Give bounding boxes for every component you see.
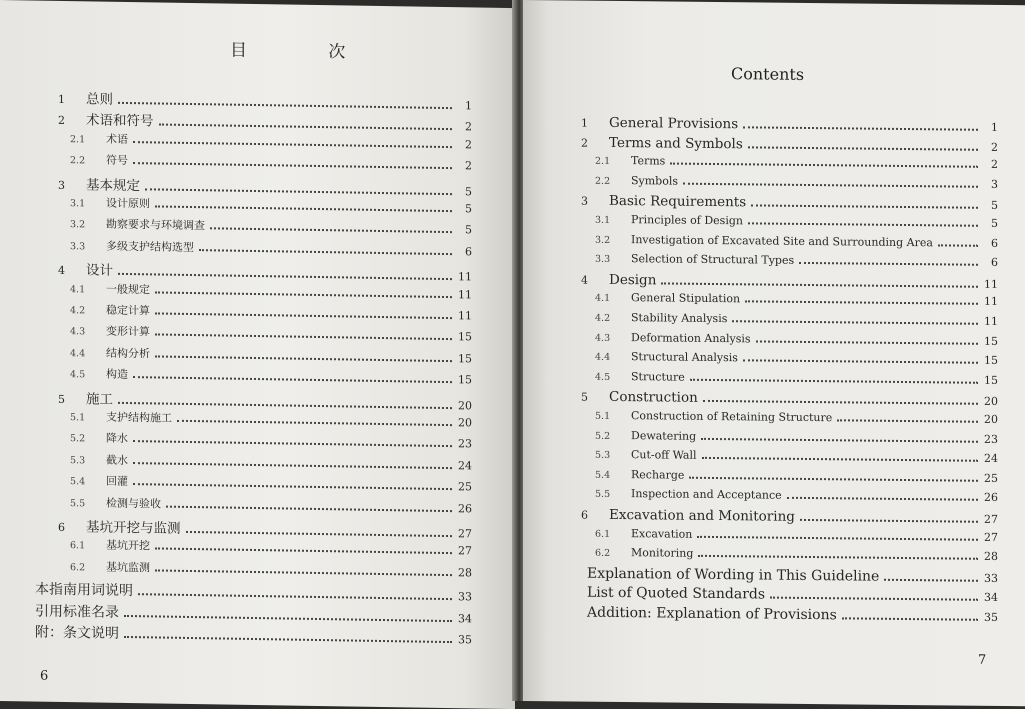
toc-entry-page: 27 <box>984 512 998 526</box>
toc-entry-label: Recharge <box>631 467 685 482</box>
toc-dot-leader <box>745 301 978 305</box>
toc-entry-label: Excavation and Monitoring <box>609 506 795 525</box>
toc-entry-number: 3 <box>58 178 65 192</box>
toc-entry-number: 5 <box>581 390 588 405</box>
toc-entry-label: 结构分析 <box>106 346 150 361</box>
toc-entry-page: 2 <box>991 140 998 154</box>
toc-entry-number: 6.1 <box>70 540 86 552</box>
toc-entry-page: 34 <box>458 611 472 626</box>
toc-title-english: Contents <box>731 64 805 84</box>
toc-dot-leader <box>697 535 978 540</box>
toc-entry-label: 基坑开挖 <box>106 539 150 553</box>
toc-entry-page: 33 <box>984 571 998 585</box>
toc-entry-number: 6.2 <box>70 561 86 574</box>
toc-entry-number: 3.1 <box>595 214 611 226</box>
toc-dot-leader <box>748 222 978 226</box>
toc-dot-leader <box>138 593 452 600</box>
toc-entry <box>595 311 998 329</box>
toc-entry-label: Excavation <box>631 526 693 541</box>
toc-entry-page: 6 <box>465 245 472 259</box>
toc-entry-page: 5 <box>991 199 998 213</box>
toc-entry-label: 稳定计算 <box>106 303 150 318</box>
toc-entry-page: 2 <box>465 120 472 134</box>
toc-entry-number: 1 <box>58 92 65 107</box>
toc-entry-label: Addition: Explanation of Provisions <box>587 604 837 624</box>
toc-entry <box>581 193 998 213</box>
toc-entry-number: 4.5 <box>70 369 86 381</box>
toc-entry-label: 多级支护结构选型 <box>106 239 194 254</box>
toc-entry <box>70 237 472 259</box>
toc-entry-page: 35 <box>984 610 998 624</box>
toc-entry-page: 15 <box>984 354 998 368</box>
toc-entry <box>595 291 998 309</box>
page-number-right: 7 <box>978 652 987 668</box>
toc-entry-label: 基本规定 <box>86 176 140 194</box>
toc-entry-number: 5.4 <box>595 469 611 481</box>
toc-dot-leader <box>743 359 978 363</box>
toc-entry <box>595 468 998 486</box>
toc-entry-label: 勘察要求与环境调查 <box>106 218 205 233</box>
toc-entry-page: 25 <box>458 480 472 494</box>
toc-entry <box>595 546 998 564</box>
toc-entry-label: Construction of Retaining Structure <box>631 409 833 425</box>
toc-entry-page: 24 <box>458 458 472 473</box>
toc-entry-page: 5 <box>465 202 472 216</box>
toc-entry-number: 6 <box>58 520 65 535</box>
toc-entry-label: Deformation Analysis <box>631 330 751 345</box>
toc-entry <box>70 301 472 323</box>
toc-dot-leader <box>842 617 978 620</box>
toc-dot-leader <box>177 420 452 426</box>
toc-entry-page: 11 <box>458 287 472 302</box>
toc-entry-label: Structural Analysis <box>631 350 738 365</box>
toc-entry-page: 27 <box>984 530 998 544</box>
toc-entry-number: 5 <box>58 392 65 406</box>
toc-entry <box>595 174 998 192</box>
toc-dot-leader <box>155 291 452 298</box>
toc-entry-label: General Stipulation <box>631 291 741 306</box>
toc-entry-number: 3.3 <box>70 240 86 253</box>
toc-dot-leader <box>124 636 452 643</box>
toc-entry <box>595 370 998 388</box>
toc-entry-page: 23 <box>984 432 998 446</box>
toc-entry-number: 5.5 <box>70 497 86 509</box>
toc-entry <box>70 151 472 173</box>
toc-entry-number: 4.3 <box>595 332 611 344</box>
toc-entry-label: Stability Analysis <box>631 311 728 326</box>
toc-entry-page: 28 <box>984 550 998 564</box>
toc-entry <box>581 389 998 409</box>
toc-dot-leader <box>133 483 452 490</box>
toc-entry-number: 5.3 <box>70 454 86 467</box>
toc-entry <box>595 213 998 231</box>
toc-dot-leader <box>155 312 452 319</box>
toc-entry-label: Terms <box>631 154 666 168</box>
toc-entry-number: 2.1 <box>70 133 86 146</box>
toc-entry-page: 5 <box>465 184 472 199</box>
toc-entry-number: 5.1 <box>595 410 611 422</box>
toc-entry-label: 基坑开挖与监测 <box>86 519 181 537</box>
toc-dot-leader <box>133 462 452 469</box>
toc-dot-leader <box>670 163 978 168</box>
toc-dot-leader <box>159 124 453 131</box>
right-page <box>523 0 1025 706</box>
toc-entry-page: 35 <box>458 633 472 647</box>
toc-entry-label: 基坑监测 <box>106 560 150 575</box>
toc-entry-page: 1 <box>991 120 998 134</box>
toc-entry-page: 27 <box>458 527 472 541</box>
toc-entry-label: 设计 <box>86 262 113 279</box>
toc-dot-leader <box>133 162 452 169</box>
toc-entry-label: 检测与验收 <box>106 496 161 511</box>
toc-entry-label: 术语和符号 <box>86 112 154 130</box>
toc-entry-number: 2 <box>581 136 588 150</box>
toc-entry-page: 20 <box>458 416 472 430</box>
toc-dot-leader <box>155 205 452 212</box>
toc-entry-label: 总则 <box>86 91 113 108</box>
toc-entry-label: 符号 <box>106 153 128 168</box>
toc-entry-page: 11 <box>984 314 998 328</box>
toc-entry-number: 2.1 <box>595 155 611 168</box>
toc-entry-page: 34 <box>984 591 998 605</box>
toc-entry-label: 一般规定 <box>106 282 150 296</box>
toc-dot-leader <box>133 440 452 447</box>
toc-entry <box>595 526 998 544</box>
toc-entry-page: 15 <box>984 373 998 387</box>
toc-entry-number: 4 <box>581 273 588 287</box>
page-number-left: 6 <box>40 668 49 684</box>
toc-entry-page: 25 <box>984 471 998 485</box>
toc-entry-page: 27 <box>458 544 472 558</box>
toc-entry-label: Inspection and Acceptance <box>631 487 782 503</box>
toc-entry-page: 2 <box>465 138 472 152</box>
toc-entry <box>595 350 998 368</box>
toc-dot-leader <box>743 126 978 130</box>
toc-entry-number: 1 <box>581 116 588 130</box>
toc-entry-number: 4.1 <box>70 283 86 295</box>
toc-entry-page: 2 <box>465 159 472 173</box>
toc-dot-leader <box>155 334 452 341</box>
toc-entry-label: 本指南用词说明 <box>35 581 133 600</box>
toc-entry <box>70 344 472 366</box>
toc-entry <box>70 451 472 473</box>
toc-entry-label: Basic Requirements <box>609 193 747 211</box>
toc-dot-leader <box>837 419 978 422</box>
toc-entry-page: 20 <box>984 395 998 409</box>
toc-entry-number: 3.3 <box>595 253 611 266</box>
toc-dot-leader <box>155 355 452 362</box>
toc-entry-number: 5.5 <box>595 489 611 501</box>
toc-dot-leader <box>210 228 452 234</box>
toc-entry <box>595 252 998 270</box>
toc-entry-page: 23 <box>458 437 472 451</box>
toc-dot-leader <box>145 188 452 195</box>
toc-entry <box>595 409 998 427</box>
toc-entry <box>70 365 472 387</box>
toc-entry-page: 5 <box>991 216 998 230</box>
toc-dot-leader <box>698 555 978 560</box>
toc-entry-label: 支护结构施工 <box>106 410 172 425</box>
toc-entry-page: 15 <box>458 351 472 366</box>
toc-entry-page: 11 <box>984 277 998 291</box>
toc-entry-page: 11 <box>458 270 472 284</box>
toc-entry <box>595 330 998 348</box>
toc-entry-number: 6.2 <box>595 547 611 560</box>
toc-entry-page: 15 <box>984 334 998 348</box>
toc-entry-number: 5.2 <box>70 433 86 445</box>
toc-entry-page: 28 <box>458 565 472 580</box>
toc-entry-label: 截水 <box>106 453 128 467</box>
toc-dot-leader <box>800 519 978 523</box>
toc-entry <box>595 428 998 446</box>
toc-entry-number: 4.5 <box>595 371 611 383</box>
toc-entry-label: Structure <box>631 369 685 384</box>
toc-entry-page: 1 <box>465 99 472 113</box>
toc-entry-page: 3 <box>991 177 998 191</box>
toc-dot-leader <box>118 273 452 280</box>
toc-entry-label: 回灌 <box>106 474 128 489</box>
toc-entry-number: 2.2 <box>70 155 86 167</box>
toc-dot-leader <box>702 457 978 462</box>
toc-entry-page: 15 <box>458 330 472 344</box>
toc-entry-label: Monitoring <box>631 546 694 560</box>
toc-entry-page: 11 <box>984 295 998 309</box>
toc-dot-leader <box>938 244 978 246</box>
toc-dot-leader <box>683 182 978 187</box>
toc-dot-leader <box>884 579 978 582</box>
toc-dot-leader <box>689 477 978 482</box>
toc-dot-leader <box>118 401 452 408</box>
toc-entry-number: 6.1 <box>595 528 611 540</box>
toc-entry-label: List of Quoted Standards <box>587 585 766 603</box>
toc-entry-page: 20 <box>984 412 998 426</box>
toc-dot-leader <box>186 531 453 537</box>
toc-dot-leader <box>155 569 452 576</box>
toc-entry-number: 5.3 <box>595 449 611 462</box>
toc-entry-label: Principles of Design <box>631 213 743 228</box>
toc-entry <box>581 271 998 291</box>
toc-entry-page: 6 <box>991 236 998 250</box>
toc-entry <box>581 115 998 135</box>
toc-entry-number: 4.1 <box>595 293 611 305</box>
toc-entry <box>70 322 472 344</box>
toc-entry-page: 26 <box>458 501 472 516</box>
toc-entry-number: 5.4 <box>70 476 86 488</box>
toc-entry-label: Investigation of Excavated Site and Surrounding Area <box>631 232 933 249</box>
toc-dot-leader <box>199 249 452 255</box>
toc-entry <box>587 605 998 625</box>
toc-entry-page: 33 <box>458 590 472 604</box>
toc-entry-label: Cut-off Wall <box>631 448 697 463</box>
toc-dot-leader <box>133 141 452 148</box>
toc-entry-number: 3.1 <box>70 198 86 210</box>
toc-entry-page: 15 <box>458 373 472 387</box>
toc-entry <box>587 565 998 585</box>
toc-entry <box>595 448 998 466</box>
toc-entry-number: 4 <box>58 264 65 278</box>
toc-dot-leader <box>166 505 452 511</box>
toc-entry-page: 6 <box>991 256 998 270</box>
toc-entry-label: 设计原则 <box>106 196 150 211</box>
toc-entry-page: 24 <box>984 452 998 466</box>
toc-entry <box>70 472 472 494</box>
toc-entry-label: General Provisions <box>609 114 739 133</box>
toc-entry-page: 20 <box>458 398 472 413</box>
toc-entry-page: 26 <box>984 491 998 505</box>
toc-entry-label: Terms and Symbols <box>609 134 743 152</box>
toc-entry-label: 降水 <box>106 432 128 446</box>
toc-entry-label: Selection of Structural Types <box>631 252 795 268</box>
toc-entry-label: 变形计算 <box>106 325 150 339</box>
toc-entry-number: 4.4 <box>70 347 86 360</box>
toc-entry-number: 5.1 <box>70 412 86 424</box>
toc-dot-leader <box>732 320 978 325</box>
toc-entry <box>70 494 472 516</box>
toc-entry-label: Dewatering <box>631 428 697 443</box>
toc-entry <box>595 487 998 505</box>
toc-dot-leader <box>756 340 978 344</box>
toc-dot-leader <box>799 262 978 266</box>
toc-entry-number: 6 <box>581 508 588 522</box>
toc-entry-number: 4.2 <box>70 305 86 317</box>
toc-dot-leader <box>703 400 978 405</box>
toc-dot-leader <box>701 437 978 442</box>
toc-dot-leader <box>751 205 978 209</box>
toc-dot-leader <box>124 615 452 622</box>
toc-entry-page: 11 <box>458 309 472 323</box>
toc-title-chinese: 目 次 <box>230 40 384 64</box>
toc-entry <box>70 429 472 451</box>
toc-entry <box>581 134 998 154</box>
toc-dot-leader <box>155 548 452 555</box>
toc-entry-label: 施工 <box>86 390 113 408</box>
toc-dot-leader <box>770 597 978 601</box>
toc-entry-label: Design <box>609 271 657 289</box>
toc-entry-label: Explanation of Wording in This Guideline <box>587 565 880 585</box>
toc-entry-label: Symbols <box>631 173 679 188</box>
toc-entry <box>581 507 998 527</box>
toc-entry-label: 术语 <box>106 132 128 146</box>
toc-entry <box>70 558 472 580</box>
toc-entry <box>70 215 472 237</box>
toc-dot-leader <box>661 282 978 287</box>
toc-entry-page: 5 <box>465 223 472 237</box>
toc-entry-number: 4.2 <box>595 312 611 324</box>
toc-entry-label: 引用标准名录 <box>35 603 119 621</box>
toc-entry-number: 3 <box>581 194 588 209</box>
toc-entry-number: 4.3 <box>70 326 86 338</box>
toc-entry-number: 4.4 <box>595 351 611 364</box>
toc-entry-number: 2.2 <box>595 175 611 187</box>
toc-entry-label: 附：条文说明 <box>35 624 119 642</box>
toc-dot-leader <box>118 102 452 109</box>
toc-entry-number: 2 <box>58 114 65 128</box>
toc-dot-leader <box>133 376 452 383</box>
toc-dot-leader <box>748 146 978 150</box>
toc-entry <box>587 585 998 605</box>
toc-dot-leader <box>787 497 978 501</box>
toc-entry <box>595 232 998 250</box>
toc-entry-page: 2 <box>991 158 998 172</box>
toc-entry-label: 构造 <box>106 367 128 382</box>
toc-entry-number: 5.2 <box>595 430 611 442</box>
toc-entry-number: 3.2 <box>595 234 611 246</box>
toc-dot-leader <box>690 379 978 384</box>
toc-entry-label: Construction <box>609 389 698 407</box>
toc-entry <box>595 154 998 172</box>
toc-entry-number: 3.2 <box>70 219 86 231</box>
